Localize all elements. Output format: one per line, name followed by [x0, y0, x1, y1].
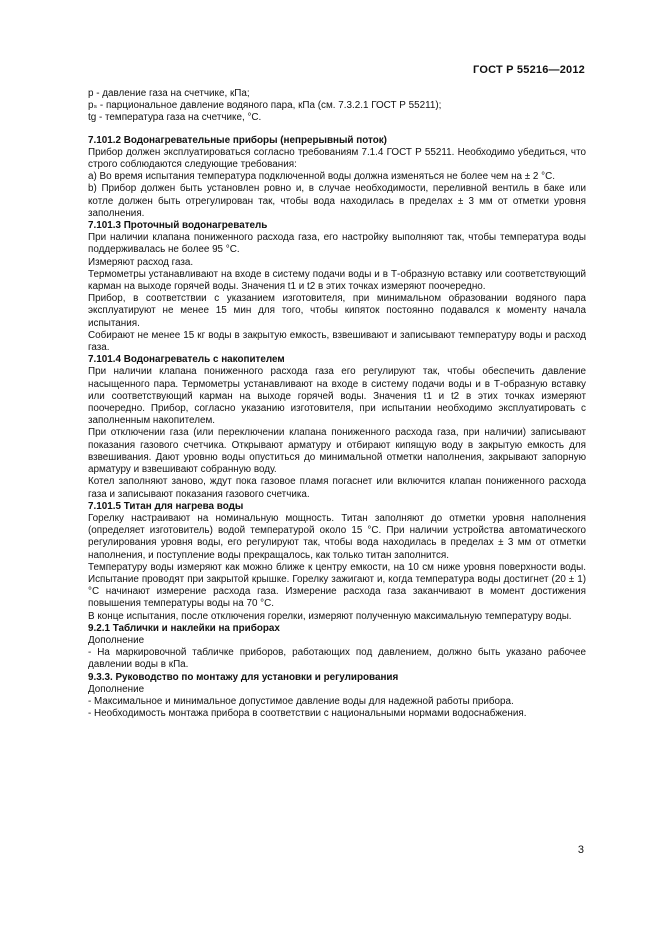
section-heading: 7.101.3 Проточный водонагреватель [88, 220, 268, 232]
paragraph: Дополнение [88, 634, 145, 646]
paragraph: Прибор, в соответствии с указанием изготовителя, при минимальном образовании водяного пара эксплуатируют не менее 15 мин для того, чтобы кипяток постоянно подавался к моменту начала испытания. [88, 293, 586, 329]
section-heading: 7.101.5 Титан для нагрева воды [88, 500, 244, 512]
paragraph: Термометры устанавливают на входе в систему подачи воды и в Т-образную вставку или соответствующий карман на выходе горячей воды. Значения t1 и t2 в этих точках измеряют поочередно. [88, 268, 586, 293]
paragraph: - Необходимость монтажа прибора в соответствии с национальными нормами водоснабжения. [88, 708, 527, 720]
section-heading: 9.2.1 Таблички и наклейки на приборах [88, 622, 280, 634]
paragraph: При наличии клапана пониженного расхода газа, его настройку выполняют так, чтобы температура воды поддерживалась не более 95 °С. [88, 232, 586, 256]
paragraph: Прибор должен эксплуатироваться согласно требованиям 7.1.4 ГОСТ Р 55211. Необходимо убедиться, что строго соблюдаются следующие требования: [88, 146, 586, 171]
paragraph: a) Во время испытания температура подключенной воды должна изменяться не более чем на ± 2 °С. [88, 171, 555, 183]
paragraph: При отключении газа (или переключении клапана пониженного расхода газа, при наличии) записывают показания газового счетчика. Открывают арматуру и отбирают кипящую воду в закрытую емкость для взвешивания. Дают уровню воды опуститься до минимальной отметки наполнения, закрывают запорную арматуру и взвешивают собранную воду. [88, 427, 586, 476]
definition-p: p - давление газа на счетчике, кПа; [88, 88, 250, 99]
paragraph: Горелку настраивают на номинальную мощность. Титан заполняют до отметки уровня наполнения (определяет изготовитель) водой температурой около 15 °С. При наличии устройства автоматического регулирования уровня воды, его регулируют так, чтобы вода находилась в пределах ± 3 мм от отметки наполнения, и поступление воды прекращалось, как только титан заполнится. [88, 512, 586, 561]
paragraph: Собирают не менее 15 кг воды в закрытую емкость, взвешивают и записывают температуру воды и расход газа. [88, 329, 586, 354]
section-heading: 7.101.4 Водонагреватель с накопителем [88, 354, 285, 366]
page-number: 3 [577, 844, 584, 856]
paragraph: b) Прибор должен быть установлен ровно и, в случае необходимости, переливной вентиль в баке или котле должен быть отрегулирован так, чтобы вода находилась в пределах ± 3 мм от отметки уровня заполнения. [88, 183, 586, 219]
section-heading: 7.101.2 Водонагревательные приборы (непрерывный поток) [88, 134, 387, 146]
definition-ps: pₛ - парциональное давление водяного пара, кПа (см. 7.3.2.1 ГОСТ Р 55211); [88, 100, 442, 112]
document-body [88, 88, 586, 720]
definition-tg: tg - температура газа на счетчике, °С. [88, 112, 262, 124]
standard-header: ГОСТ Р 55216—2012 [473, 64, 585, 76]
paragraph: Измеряют расход газа. [88, 256, 194, 268]
paragraph: Котел заполняют заново, ждут пока газовое пламя погаснет или включится клапан пониженного расхода газа и записывают показания газового счетчика. [88, 476, 586, 500]
paragraph: - На маркировочной табличке приборов, работающих под давлением, должно быть указано рабочее давлении воды в кПа. [88, 647, 586, 671]
paragraph: В конце испытания, после отключения горелки, измеряют полученную максимальную температуру воды. [88, 610, 572, 622]
paragraph: Температуру воды измеряют как можно ближе к центру емкости, на 10 см ниже уровня поверхности воды. Испытание проводят при закрытой крышке. Горелку зажигают и, когда температура воды достигнет (20 ± 1) °С начинают измерение расхода газа. Измерение расхода газа заканчивают в момент достижения повышения температуры воды на 70 °С. [88, 561, 586, 610]
section-heading: 9.3.3. Руководство по монтажу для установки и регулирования [88, 671, 399, 683]
paragraph: - Максимальное и минимальное допустимое давление воды для надежной работы прибора. [88, 695, 514, 707]
paragraph: Дополнение [88, 683, 145, 695]
paragraph: При наличии клапана пониженного расхода газа его регулируют так, чтобы обеспечить давление насыщенного пара. Термометры устанавливают на входе в систему подачи воды и в Т-образную вставку или соответствующий карман на выходе горячей воды. Значения t1 и t2 в этих точках измеряют поочередно. Прибор, согласно указанию изготовителя, при испытании необходимо эксплуатировать с заполненным накопителем. [88, 366, 586, 427]
